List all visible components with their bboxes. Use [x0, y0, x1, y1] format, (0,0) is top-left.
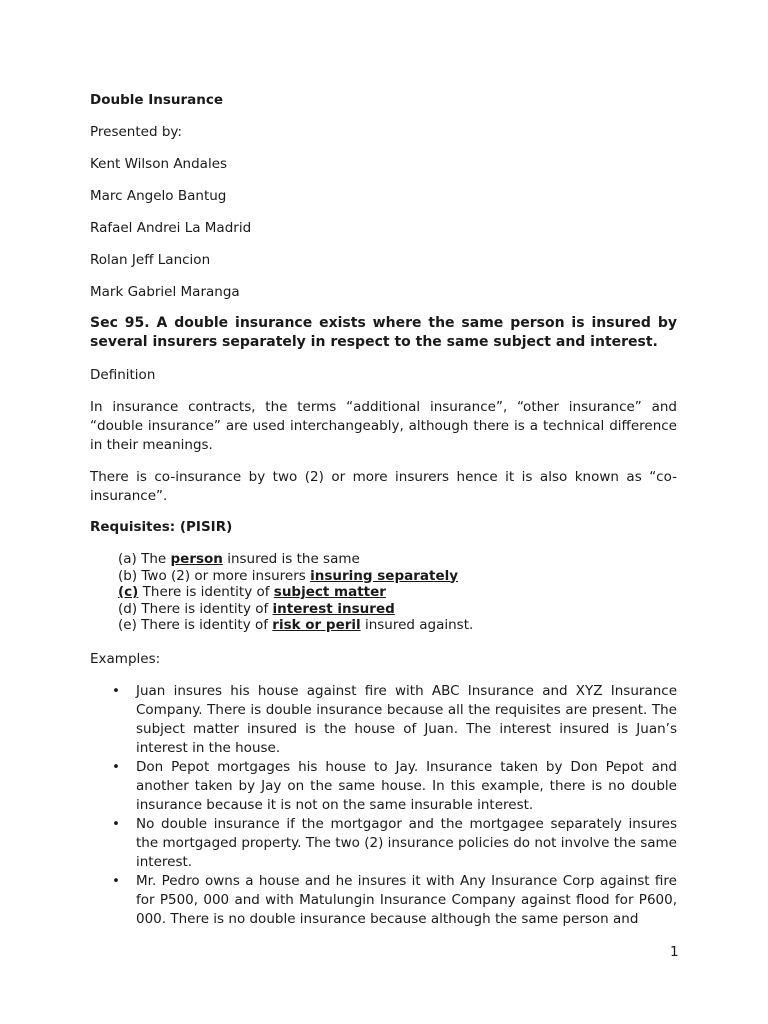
- requisite-label: (c): [118, 584, 139, 600]
- requisite-text: Two (2) or more insurers: [137, 567, 311, 584]
- requisite-key-term: risk or peril: [272, 617, 361, 633]
- requisite-label: (a): [118, 551, 137, 567]
- requisite-item: [118, 568, 458, 585]
- example-text: Don Pepot mortgages his house to Jay. Insurance taken by Don Pepot and another taken by Jay on the same house. In this example, there is no double insurance because it is not on the same insurable interest.: [136, 759, 677, 813]
- requisite-text: insured against.: [360, 617, 474, 633]
- requisite-text: There is identity of: [138, 584, 274, 600]
- bullet-icon: •: [112, 816, 120, 832]
- requisite-item: [118, 601, 395, 618]
- requisite-text: There is identity of: [137, 600, 273, 617]
- requisite-item: [118, 617, 473, 634]
- presenter-name: Kent Wilson Andales: [90, 156, 228, 172]
- presenter-name: Mark Gabriel Maranga: [90, 284, 240, 300]
- list-item: [90, 682, 677, 758]
- presenter-name: Rafael Andrei La Madrid: [90, 220, 252, 236]
- section-statement: Sec 95. A double insurance exists where the same person is insured by several insurers separately in respect to the same subject and interest.: [90, 315, 677, 350]
- requisite-key-term: insuring separately: [310, 567, 459, 584]
- requisite-item: [118, 551, 360, 568]
- list-item: [90, 872, 677, 929]
- definition-heading: Definition: [90, 367, 156, 383]
- list-item: [90, 758, 677, 815]
- requisite-key-term: interest insured: [272, 600, 395, 617]
- requisite-key-term: subject matter: [273, 584, 386, 600]
- requisite-label: (d): [118, 600, 138, 617]
- presenter-name: Rolan Jeff Lancion: [90, 252, 211, 268]
- requisite-text: There is identity of: [136, 617, 273, 633]
- examples-list: [90, 682, 677, 929]
- requisite-item: [118, 584, 386, 601]
- example-text: No double insurance if the mortgagor and the mortgagee separately insures the mortgaged property. The two (2) insurance policies do not involve the same interest.: [136, 816, 677, 870]
- bullet-icon: •: [112, 683, 120, 699]
- bullet-icon: •: [112, 759, 120, 775]
- requisite-label: (e): [118, 617, 137, 633]
- list-item: [90, 815, 677, 872]
- requisites-heading: Requisites: (PISIR): [90, 519, 233, 535]
- example-text: Mr. Pedro owns a house and he insures it with Any Insurance Corp against fire for P500, 000 and with Matulungin Insurance Company against flood for P600, 000. There is no double insurance because although the same person and: [136, 873, 677, 927]
- doc-title: Double Insurance: [90, 92, 224, 108]
- requisite-text: insured is the same: [222, 551, 360, 567]
- requisite-key-term: person: [170, 551, 223, 567]
- requisite-text: The: [136, 551, 171, 567]
- coinsurance-paragraph: There is co-insurance by two (2) or more insurers hence it is also known as “co-insurance”.: [90, 469, 677, 504]
- examples-heading: Examples:: [90, 651, 161, 667]
- presenter-name: Marc Angelo Bantug: [90, 188, 227, 204]
- bullet-icon: •: [112, 873, 120, 889]
- requisite-label: (b): [118, 567, 138, 584]
- page-number: 1: [670, 944, 679, 960]
- definition-paragraph: In insurance contracts, the terms “additional insurance”, “other insurance” and “double insurance” are used interchangeably, although there is a technical difference in their meanings.: [90, 399, 677, 453]
- example-text: Juan insures his house against fire with ABC Insurance and XYZ Insurance Company. There is double insurance because all the requisites are present. The subject matter insured is the house of Juan. The interest insured is Juan’s interest in the house.: [136, 683, 677, 756]
- presented-by-label: Presented by:: [90, 124, 182, 140]
